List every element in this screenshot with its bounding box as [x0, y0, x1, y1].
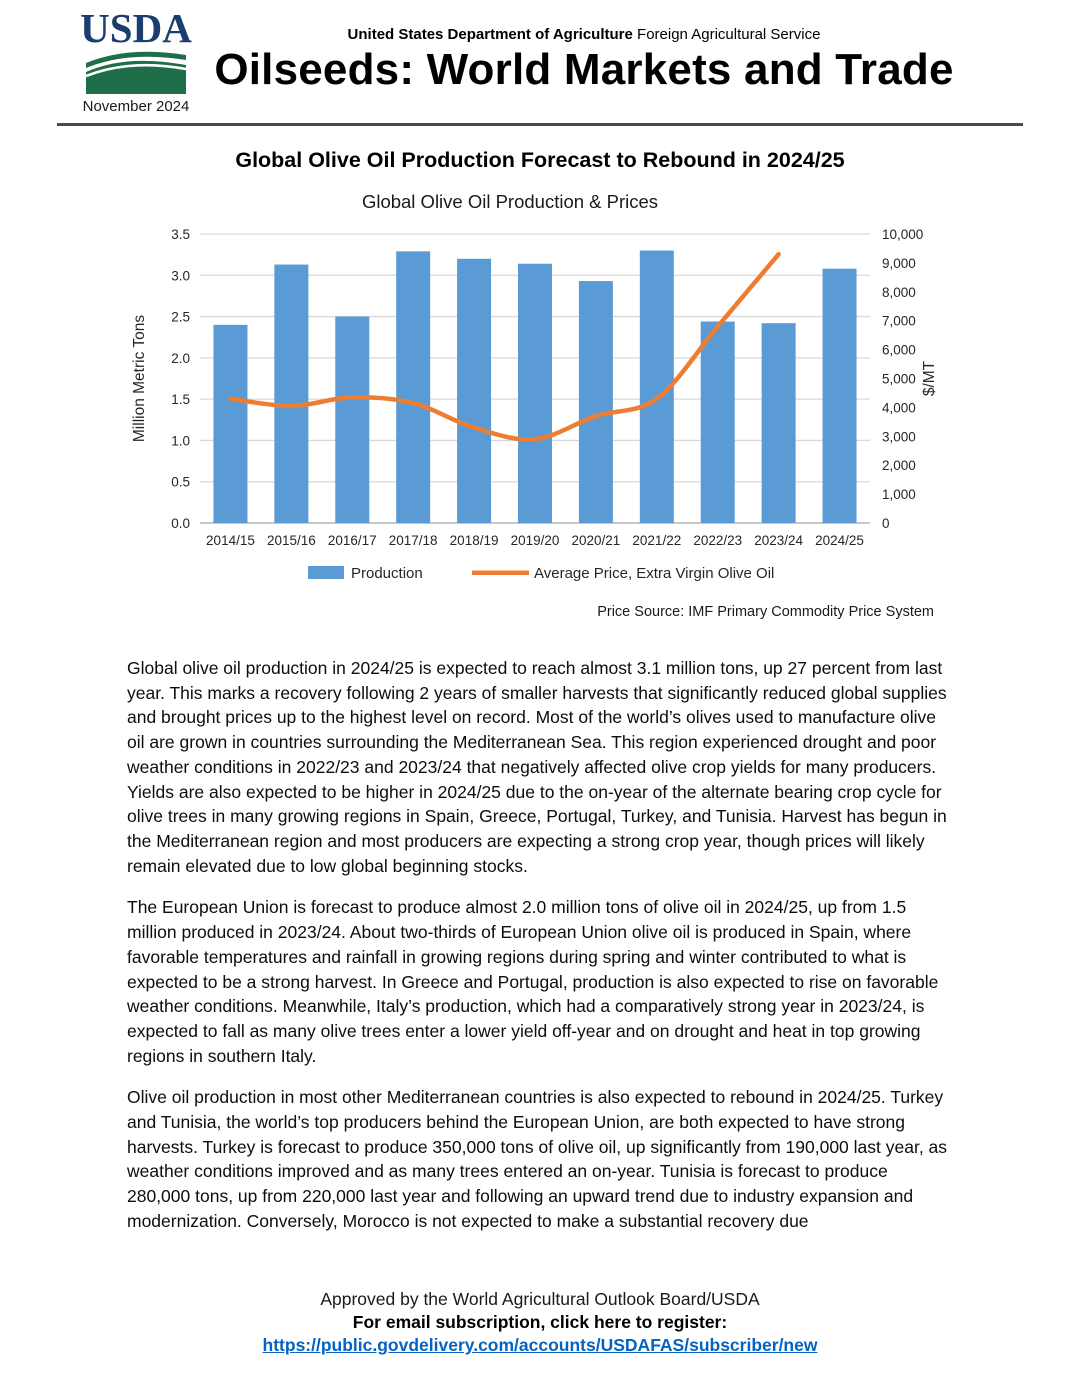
svg-text:2019/20: 2019/20: [510, 533, 560, 549]
usda-logo-text: USDA: [80, 5, 192, 51]
svg-text:0.0: 0.0: [171, 516, 190, 532]
svg-text:2016/17: 2016/17: [327, 533, 377, 549]
page-header: [0, 0, 1080, 115]
header-titles: [200, 10, 1023, 115]
svg-text:2,000: 2,000: [882, 458, 916, 474]
svg-text:5,000: 5,000: [882, 371, 916, 387]
chart-legend: [308, 565, 774, 582]
svg-text:0.5: 0.5: [171, 474, 190, 490]
svg-text:1,000: 1,000: [882, 487, 916, 503]
svg-text:3.0: 3.0: [171, 268, 190, 284]
usda-logo: [72, 5, 200, 116]
issue-date: November 2024: [82, 98, 190, 116]
svg-text:Million Metric Tons: Million Metric Tons: [131, 314, 148, 443]
svg-text:8,000: 8,000: [882, 284, 916, 300]
svg-text:1.0: 1.0: [171, 433, 190, 449]
subscribe-link[interactable]: https://public.govdelivery.com/accounts/USDAFAS/subscriber/new: [262, 1335, 818, 1356]
svg-text:4,000: 4,000: [882, 400, 916, 416]
svg-text:2.0: 2.0: [171, 350, 190, 366]
svg-text:2022/23: 2022/23: [693, 533, 743, 549]
svg-text:$/MT: $/MT: [921, 360, 938, 397]
header-divider: [57, 123, 1023, 126]
agency-line: [200, 26, 968, 43]
body-paragraph: Olive oil production in most other Mediterranean countries is also expected to rebound in 2024/25. Turkey and Tunisia, the world’s top producers behind the European Union, are both expected to have strong harvests. Turkey is forecast to produce 350,000 tons of olive oil, up significantly from 190,000 last year, as weather conditions improved and as many trees entered an on-year. Tunisia is forecast to produce 280,000 tons, up from 220,000 last year and following an upward trend due to industry expansion and modernization. Conversely, Morocco is not expected to make a substantial recovery due: [127, 1087, 948, 1231]
svg-text:Average Price, Extra Virgin Ol: Average Price, Extra Virgin Olive Oil: [534, 565, 775, 583]
chart-title: Global Olive Oil Production & Prices: [361, 191, 659, 213]
svg-text:2020/21: 2020/21: [571, 533, 621, 549]
svg-text:1.5: 1.5: [171, 392, 190, 408]
svg-text:2018/19: 2018/19: [449, 533, 499, 549]
usda-field-swoosh-icon: [85, 48, 187, 94]
agency-service: Foreign Agricultural Service: [637, 26, 821, 43]
document-title: Oilseeds: World Markets and Trade: [214, 45, 954, 94]
chart-block: [70, 191, 950, 620]
svg-text:2017/18: 2017/18: [388, 533, 438, 549]
svg-text:3.5: 3.5: [171, 227, 190, 243]
svg-text:7,000: 7,000: [882, 313, 916, 329]
svg-text:0: 0: [882, 516, 890, 532]
price-line: [230, 254, 778, 439]
production-price-chart: [70, 221, 950, 593]
svg-text:2014/15: 2014/15: [206, 533, 255, 549]
agency-name: United States Department of Agriculture: [347, 26, 633, 43]
page-footer: [0, 1288, 1080, 1357]
body-paragraph: The European Union is forecast to produce almost 2.0 million tons of olive oil in 2024/25, up from 1.5 million produced in 2023/24. About two-thirds of European Union olive oil is produced in Spain, where favorable temperatures and rainfall in growing regions during spring and winter contributed to what is expected to be a strong harvest. In Greece and Portugal, production is also expected to rise on favorable weather conditions. Meanwhile, Italy’s production, which had a comparatively strong year in 2023/24, is expected to fall as many olive trees enter a lower yield off-year and on drought and heat in top growing regions in southern Italy.: [127, 897, 939, 1066]
svg-text:10,000: 10,000: [882, 227, 924, 243]
svg-text:6,000: 6,000: [882, 342, 916, 358]
svg-text:3,000: 3,000: [882, 429, 916, 445]
svg-text:2023/24: 2023/24: [754, 533, 804, 549]
svg-text:9,000: 9,000: [882, 255, 916, 271]
chart-source-note: Price Source: IMF Primary Commodity Price System: [597, 604, 934, 621]
svg-text:Production: Production: [351, 565, 423, 583]
footer-approved-line: Approved by the World Agricultural Outlook Board/USDA: [320, 1289, 760, 1309]
footer-subscribe-line: For email subscription, click here to register:: [352, 1312, 728, 1333]
body-paragraph: Global olive oil production in 2024/25 is expected to reach almost 3.1 million tons, up 27 percent from last year. This marks a recovery following 2 years of smaller harvests that significantly reduced global supplies and brought prices up to the highest level on record. Most of the world’s olives used to manufacture olive oil are grown in countries surrounding the Mediterranean Sea. This region experienced drought and poor weather conditions in 2022/23 and 2023/24 that negatively affected olive crop yields for many producers. Yields are also expected to be higher in 2024/25 due to the on-year of the alternate bearing crop cycle for olive trees in many growing regions in Spain, Greece, Portugal, Turkey, and Tunisia. Harvest has begun in the Mediterranean region and most producers are expecting a strong crop year, though prices will likely remain elevated due to low global beginning stocks.: [127, 658, 947, 876]
svg-text:2.5: 2.5: [171, 309, 190, 325]
svg-text:2024/25: 2024/25: [815, 533, 864, 549]
svg-text:2021/22: 2021/22: [632, 533, 682, 549]
article-body: [127, 656, 950, 1233]
svg-text:2015/16: 2015/16: [266, 533, 316, 549]
article-headline: Global Olive Oil Production Forecast to Rebound in 2024/25: [235, 148, 845, 173]
